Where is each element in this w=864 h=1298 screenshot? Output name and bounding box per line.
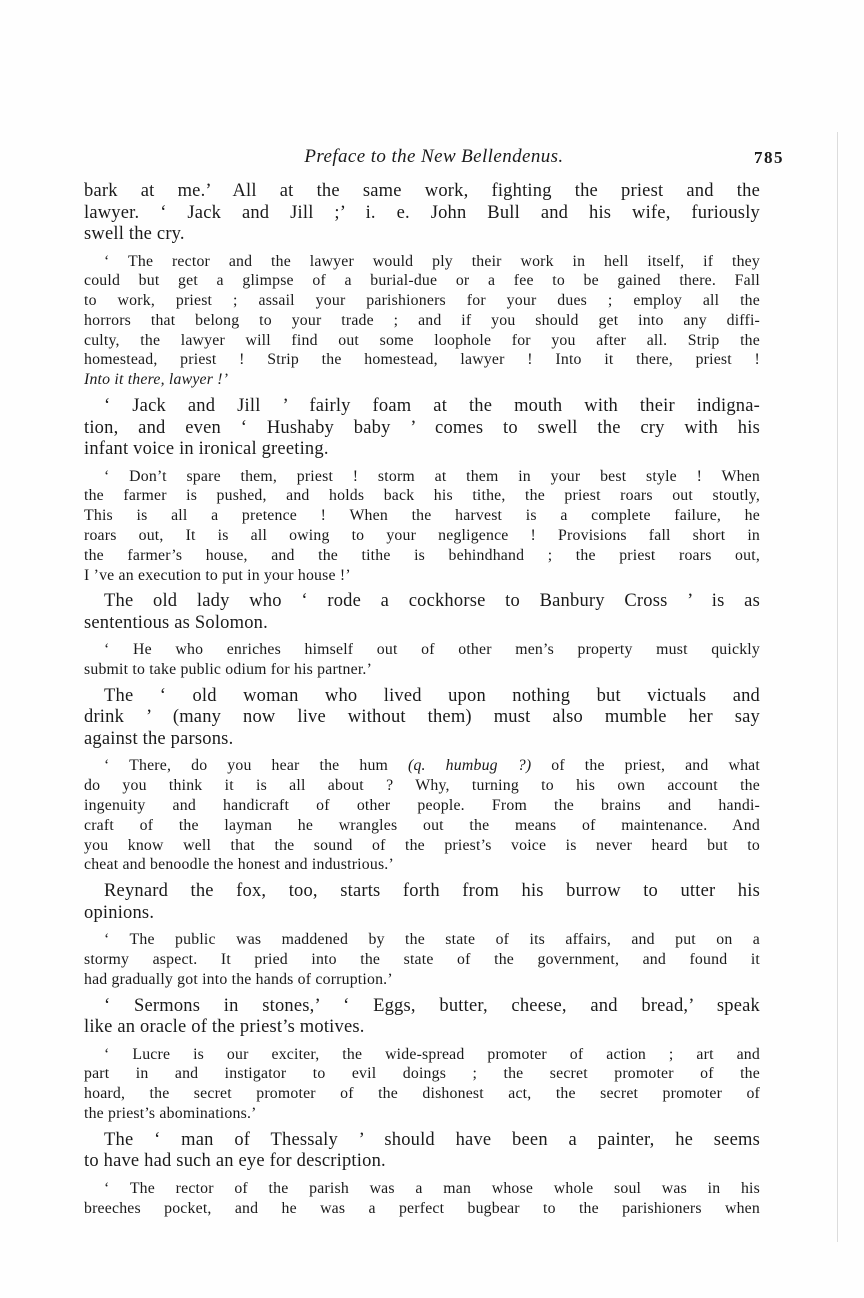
paragraph — [84, 467, 760, 586]
paragraph — [84, 686, 760, 751]
text-line: This is all a pretence ! When the harvest is a complete failure, he — [84, 507, 760, 525]
text-line: breeches pocket, and he was a perfect bugbear to the parishioners when — [84, 1199, 760, 1217]
page-body — [84, 181, 760, 1224]
text-line: tion, and even ‘ Hushaby baby ’ comes to swell the cry with his — [84, 417, 760, 438]
text-line: to have had such an eye for description. — [84, 1151, 386, 1172]
text-line: swell the cry. — [84, 224, 185, 244]
text-line: infant voice in ironical greeting. — [84, 439, 329, 460]
text-line: ‘ Lucre is our exciter, the wide-spread promoter of action ; art and — [104, 1045, 760, 1063]
text-line: I ’ve an execution to put in your house !’ — [84, 566, 351, 584]
text-line: do you think it is all about ? Why, turning to his own account the — [84, 777, 760, 795]
text-line: roars out, It is all owing to your negligence ! Provisions fall short in — [84, 526, 760, 544]
text-line: had gradually got into the hands of corruption.’ — [84, 970, 393, 988]
text-line: part in and instigator to evil doings ; the secret promoter of the — [84, 1065, 760, 1083]
text-line: cheat and benoodle the honest and industrious.’ — [84, 856, 394, 874]
paragraph — [84, 996, 760, 1039]
running-head: Preface to the New Bellendenus. — [304, 146, 564, 167]
paragraph — [84, 881, 760, 924]
text-line: hoard, the secret promoter of the dishonest act, the secret promoter of — [84, 1085, 760, 1103]
text-line: like an oracle of the priest’s motives. — [84, 1017, 365, 1038]
text-line: sententious as Solomon. — [84, 612, 268, 633]
text-line: ‘ The rector of the parish was a man whose whole soul was in his — [104, 1179, 760, 1197]
text-line: drink ’ (many now live without them) must also mumble her say — [84, 707, 760, 728]
text-line: the priest’s abominations.’ — [84, 1105, 257, 1123]
paragraph — [84, 756, 760, 875]
text-line: ‘ Sermons in stones,’ ‘ Eggs, butter, cheese, and bread,’ speak — [104, 995, 760, 1016]
paragraph — [84, 181, 760, 246]
text-line: lawyer. ‘ Jack and Jill ;’ i. e. John Bull and his wife, furiously — [84, 202, 760, 223]
text-line: ‘ Jack and Jill ’ fairly foam at the mouth with their indigna- — [104, 396, 760, 417]
paragraph — [84, 591, 760, 634]
text-line: to work, priest ; assail your parishioners for your dues ; employ all the — [84, 292, 760, 310]
paragraph — [84, 1130, 760, 1173]
text-line: horrors that belong to your trade ; and if you should get into any diffi- — [84, 311, 760, 329]
text-line: Reynard the fox, too, starts forth from his burrow to utter his — [104, 881, 760, 902]
text-line: against the parsons. — [84, 728, 234, 749]
page-number: 785 — [754, 148, 784, 167]
paragraph — [84, 252, 760, 391]
text-line: ‘ The public was maddened by the state of its affairs, and put on a — [104, 931, 760, 949]
text-line: ingenuity and handicraft of other people. From the brains and handi- — [84, 797, 760, 815]
paragraph — [84, 1045, 760, 1124]
text-line: ‘ He who enriches himself out of other men’s property must quickly — [104, 641, 760, 659]
text-line: The old lady who ‘ rode a cockhorse to Banbury Cross ’ is as — [104, 591, 760, 612]
text-line: culty, the lawyer will find out some loophole for you after all. Strip the — [84, 331, 760, 349]
text-line: the farmer is pushed, and holds back his tithe, the priest roars out stoutly, — [84, 487, 760, 505]
text-line: could but get a glimpse of a burial-due or a fee to be gained there. Fall — [84, 272, 760, 290]
scan-edge-rule — [837, 132, 838, 1242]
text-line: opinions. — [84, 902, 155, 923]
text-line: you know well that the sound of the priest’s voice is never heard but to — [84, 836, 760, 854]
paragraph — [84, 930, 760, 989]
text-line: bark at me.’ All at the same work, fighting the priest and the — [84, 181, 760, 201]
text-line: homestead, priest ! Strip the homestead, lawyer ! Into it there, priest ! — [84, 351, 760, 369]
text-line: The ‘ man of Thessaly ’ should have been a painter, he seems — [104, 1129, 760, 1150]
text-line: stormy aspect. It pried into the state of the government, and found it — [84, 951, 760, 969]
text-line: ‘ The rector and the lawyer would ply their work in hell itself, if they — [104, 252, 760, 270]
text-line: ‘ There, do you hear the hum (q. humbug ?) of the priest, and what — [104, 757, 760, 775]
text-line: the farmer’s house, and the tithe is behindhand ; the priest roars out, — [84, 546, 760, 564]
page-header — [84, 146, 784, 170]
paragraph — [84, 396, 760, 461]
paragraph — [84, 640, 760, 680]
text-line: The ‘ old woman who lived upon nothing but victuals and — [104, 685, 760, 706]
text-line: ‘ Don’t spare them, priest ! storm at them in your best style ! When — [104, 467, 760, 485]
text-line: craft of the layman he wrangles out the means of maintenance. And — [84, 816, 760, 834]
paragraph — [84, 1179, 760, 1219]
text-line: Into it there, lawyer !’ — [84, 371, 229, 389]
text-line: submit to take public odium for his partner.’ — [84, 661, 373, 679]
